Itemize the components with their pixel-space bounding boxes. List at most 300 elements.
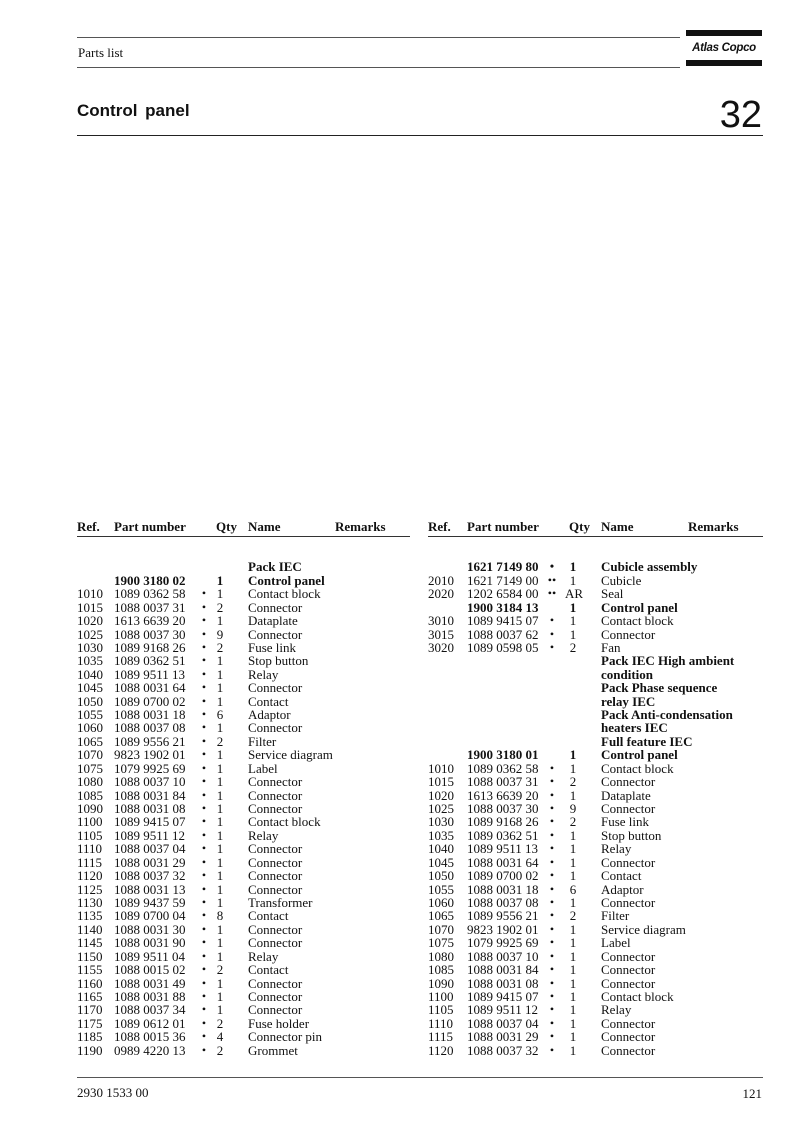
part-number-cell: 1613 6639 20 — [114, 613, 186, 629]
table-row — [428, 775, 763, 788]
column-header-remarks: Remarks — [688, 519, 739, 534]
part-number-cell: 1088 0031 29 — [114, 854, 186, 870]
name-cell: condition — [601, 666, 654, 682]
table-row — [428, 1044, 763, 1057]
name-cell: Adaptor — [601, 881, 644, 897]
level-marker: • — [549, 1042, 555, 1057]
part-number-cell: 1088 0037 30 — [114, 626, 186, 642]
table-row — [428, 641, 763, 654]
ref-cell: 1110 — [428, 1015, 454, 1031]
name-cell: Filter — [248, 733, 277, 749]
table-row — [428, 789, 763, 802]
level-marker: • — [549, 854, 555, 869]
header-section-label: Parts list — [78, 45, 124, 60]
part-number-cell: 1088 0031 88 — [114, 988, 186, 1004]
ref-cell: 1085 — [77, 787, 103, 803]
part-number-cell: 1088 0031 64 — [114, 680, 186, 696]
table-row — [428, 681, 763, 694]
ref-cell: 1060 — [428, 894, 454, 910]
table-row — [428, 977, 763, 990]
name-cell: Connector — [601, 1015, 656, 1031]
level-marker: • — [549, 868, 555, 883]
qty-cell: 2 — [216, 639, 224, 655]
qty-cell: 1 — [216, 1002, 224, 1018]
column-header-part-number: Part number — [467, 519, 539, 534]
page-title: Control panel — [77, 101, 190, 120]
table-row — [77, 668, 410, 681]
table-row — [77, 923, 410, 936]
ref-cell: 1105 — [77, 827, 103, 843]
table-row — [428, 628, 763, 641]
table-row — [77, 762, 410, 775]
part-number-cell: 1088 0031 90 — [114, 935, 186, 951]
part-number-cell: 1089 0700 02 — [114, 693, 186, 709]
name-cell: Connector — [248, 599, 303, 615]
table-row — [77, 560, 410, 573]
qty-cell: 2 — [569, 639, 577, 655]
level-marker: • — [549, 760, 555, 775]
table-row — [77, 1003, 410, 1016]
name-cell: Relay — [248, 666, 279, 682]
part-number-cell: 1089 9556 21 — [114, 733, 186, 749]
ref-cell: 1100 — [77, 814, 103, 830]
level-marker: • — [201, 747, 207, 762]
table-row — [77, 708, 410, 721]
qty-cell: 2 — [569, 774, 577, 790]
level-marker: • — [549, 935, 555, 950]
column-header-ref: Ref. — [428, 519, 451, 534]
table-row — [77, 829, 410, 842]
level-marker: • — [201, 868, 207, 883]
name-cell: Connector — [248, 854, 303, 870]
qty-cell: 1 — [569, 894, 577, 910]
part-number-cell: 1089 0362 51 — [114, 653, 186, 669]
qty-cell: 1 — [569, 854, 577, 870]
ref-cell: 1025 — [77, 626, 103, 642]
level-marker: • — [201, 814, 207, 829]
qty-cell: 1 — [216, 948, 224, 964]
qty-cell: 1 — [216, 894, 224, 910]
qty-cell: 1 — [569, 572, 577, 588]
level-marker: • — [201, 653, 207, 668]
qty-cell: 1 — [216, 666, 224, 682]
qty-cell: 2 — [216, 733, 224, 749]
name-cell: Grommet — [248, 1042, 298, 1058]
level-marker: • — [549, 908, 555, 923]
qty-cell: 1 — [216, 988, 224, 1004]
level-marker: • — [201, 666, 207, 681]
part-number-cell: 9823 1902 01 — [467, 921, 539, 937]
level-marker: • — [201, 801, 207, 816]
name-cell: Connector — [601, 894, 656, 910]
ref-cell: 1020 — [428, 787, 454, 803]
name-cell: Connector — [248, 774, 303, 790]
qty-cell: 1 — [216, 854, 224, 870]
logo-text: Atlas Copco — [692, 42, 756, 54]
part-number-cell: 1613 6639 20 — [467, 787, 539, 803]
ref-cell: 1185 — [77, 1029, 103, 1045]
table-row — [428, 896, 763, 909]
ref-cell: 2010 — [428, 572, 454, 588]
qty-cell: 2 — [216, 599, 224, 615]
part-number-cell: 0989 4220 13 — [114, 1042, 186, 1058]
level-marker: • — [201, 881, 207, 896]
table-row — [428, 1003, 763, 1016]
table-row — [77, 574, 410, 587]
name-cell: Connector — [601, 962, 656, 978]
ref-cell: 1010 — [77, 586, 103, 602]
part-number-cell: 1088 0037 08 — [114, 720, 186, 736]
level-marker: • — [549, 1002, 555, 1017]
name-cell: relay IEC — [601, 693, 656, 709]
level-marker: • — [549, 801, 555, 816]
qty-cell: 1 — [569, 626, 577, 642]
level-marker: • — [201, 774, 207, 789]
ref-cell: 1030 — [77, 639, 103, 655]
level-marker: • — [549, 639, 555, 654]
table-row — [428, 735, 763, 748]
level-marker: • — [201, 854, 207, 869]
section-number: 32 — [719, 94, 762, 136]
name-cell: Connector — [601, 626, 656, 642]
qty-cell: 1 — [569, 841, 577, 857]
table-row — [428, 547, 763, 560]
part-number-cell: 1089 9415 07 — [114, 814, 186, 830]
table-row — [77, 547, 410, 560]
qty-cell: 1 — [569, 613, 577, 629]
qty-cell: 1 — [216, 613, 224, 629]
ref-cell: 1015 — [77, 599, 103, 615]
part-number-cell: 1088 0015 36 — [114, 1029, 186, 1045]
ref-cell: 1015 — [428, 774, 454, 790]
qty-cell: 1 — [216, 801, 224, 817]
qty-cell: 1 — [569, 559, 577, 575]
name-cell: Dataplate — [248, 613, 298, 629]
qty-cell: 1 — [569, 747, 577, 763]
ref-cell: 1145 — [77, 935, 103, 951]
ref-cell: 1075 — [428, 935, 454, 951]
table-row — [77, 681, 410, 694]
ref-cell: 2020 — [428, 586, 454, 602]
ref-cell: 1165 — [77, 988, 103, 1004]
part-number-cell: 1089 9511 04 — [114, 948, 186, 964]
part-number-cell: 1088 0031 64 — [467, 854, 539, 870]
part-number-cell: 1089 0700 04 — [114, 908, 186, 924]
level-marker: • — [201, 599, 207, 614]
qty-cell: 1 — [569, 1042, 577, 1058]
name-cell: Transformer — [248, 894, 313, 910]
table-row — [428, 708, 763, 721]
qty-cell: 1 — [216, 975, 224, 991]
part-number-cell: 1088 0031 18 — [114, 707, 186, 723]
ref-cell: 1035 — [77, 653, 103, 669]
level-marker: • — [201, 760, 207, 775]
name-cell: Pack Anti-condensation — [601, 707, 733, 723]
name-cell: Adaptor — [248, 707, 291, 723]
table-row — [77, 883, 410, 896]
part-number-cell: 1079 9925 69 — [467, 935, 539, 951]
table-row — [77, 775, 410, 788]
name-cell: Pack Phase sequence — [601, 680, 718, 696]
part-number-cell: 1089 0362 51 — [467, 827, 539, 843]
table-row — [428, 668, 763, 681]
level-marker: • — [201, 962, 207, 977]
table-row — [77, 990, 410, 1003]
name-cell: Stop button — [248, 653, 309, 669]
header-rule-top — [77, 37, 680, 38]
name-cell: Connector — [601, 774, 656, 790]
qty-cell: 1 — [216, 693, 224, 709]
qty-cell: 2 — [216, 1015, 224, 1031]
part-number-cell: 1089 9168 26 — [467, 814, 539, 830]
part-number-cell: 1089 9511 13 — [114, 666, 186, 682]
qty-cell: 2 — [569, 814, 577, 830]
table-row — [428, 909, 763, 922]
level-marker: • — [201, 733, 207, 748]
level-marker: • — [549, 626, 555, 641]
name-cell: Connector — [248, 935, 303, 951]
level-marker: • — [201, 921, 207, 936]
ref-cell: 1050 — [77, 693, 103, 709]
qty-cell: 9 — [216, 626, 224, 642]
table-row — [428, 748, 763, 761]
part-number-cell: 1088 0031 84 — [467, 962, 539, 978]
parts-rows-right — [428, 547, 763, 1057]
table-row — [77, 856, 410, 869]
ref-cell: 1105 — [428, 1002, 454, 1018]
level-marker: • — [549, 814, 555, 829]
qty-cell: 1 — [569, 760, 577, 776]
column-header-part-number: Part number — [114, 519, 186, 534]
name-cell: Fuse link — [601, 814, 650, 830]
ref-cell: 1045 — [77, 680, 103, 696]
part-number-cell: 1900 3184 13 — [467, 599, 539, 615]
table-row — [428, 963, 763, 976]
table-row — [77, 869, 410, 882]
part-number-cell: 1088 0031 13 — [114, 881, 186, 897]
ref-cell: 1070 — [428, 921, 454, 937]
qty-cell: 1 — [216, 787, 224, 803]
table-row — [77, 614, 410, 627]
qty-cell: 1 — [569, 1015, 577, 1031]
level-marker: • — [549, 975, 555, 990]
qty-cell: 1 — [569, 827, 577, 843]
qty-cell: 1 — [569, 787, 577, 803]
name-cell: Connector — [248, 787, 303, 803]
name-cell: Connector — [601, 801, 656, 817]
qty-cell: 1 — [216, 868, 224, 884]
part-number-cell: 1088 0037 04 — [467, 1015, 539, 1031]
level-marker: • — [201, 586, 207, 601]
qty-cell: 1 — [216, 586, 224, 602]
name-cell: Control panel — [601, 747, 678, 763]
table-row — [77, 896, 410, 909]
qty-cell: 1 — [216, 841, 224, 857]
level-marker: • — [201, 707, 207, 722]
level-marker: • — [201, 988, 207, 1003]
part-number-cell: 1088 0031 84 — [114, 787, 186, 803]
part-number-cell: 1202 6584 00 — [467, 586, 539, 602]
ref-cell: 1060 — [77, 720, 103, 736]
level-marker: • — [201, 1029, 207, 1044]
level-marker: • — [549, 841, 555, 856]
name-cell: Connector — [248, 921, 303, 937]
part-number-cell: 1088 0037 10 — [114, 774, 186, 790]
qty-cell: 6 — [216, 707, 224, 723]
ref-cell: 1115 — [77, 854, 103, 870]
ref-cell: 1150 — [77, 948, 103, 964]
name-cell: Connector — [601, 1029, 656, 1045]
qty-cell: 1 — [569, 921, 577, 937]
ref-cell: 1090 — [77, 801, 103, 817]
table-row — [428, 1017, 763, 1030]
table-row — [77, 1017, 410, 1030]
level-marker: • — [549, 827, 555, 842]
level-marker: • — [201, 787, 207, 802]
part-number-cell: 1621 7149 00 — [467, 572, 539, 588]
level-marker: • — [549, 948, 555, 963]
name-cell: Label — [601, 935, 631, 951]
column-header-name: Name — [248, 519, 281, 534]
table-row — [428, 614, 763, 627]
ref-cell: 1040 — [77, 666, 103, 682]
qty-cell: 1 — [569, 599, 577, 615]
name-cell: Connector — [248, 680, 303, 696]
part-number-cell: 1089 9511 13 — [467, 841, 539, 857]
table-row — [77, 1030, 410, 1043]
name-cell: Connector — [248, 801, 303, 817]
table-row — [77, 641, 410, 654]
name-cell: Service diagram — [248, 747, 333, 763]
qty-cell: 8 — [216, 908, 224, 924]
part-number-cell: 1900 3180 02 — [114, 572, 186, 588]
part-number-cell: 1089 0598 05 — [467, 639, 539, 655]
table-row — [77, 963, 410, 976]
level-marker: • — [201, 1015, 207, 1030]
ref-cell: 1010 — [428, 760, 454, 776]
name-cell: Connector — [601, 948, 656, 964]
qty-cell: 1 — [569, 1002, 577, 1018]
ref-cell: 1115 — [428, 1029, 454, 1045]
table-row — [77, 748, 410, 761]
qty-cell: 1 — [216, 747, 224, 763]
ref-cell: 1045 — [428, 854, 454, 870]
ref-cell: 1040 — [428, 841, 454, 857]
name-cell: Connector — [248, 868, 303, 884]
column-header-qty: Qty — [216, 519, 237, 534]
name-cell: heaters IEC — [601, 720, 668, 736]
part-number-cell: 1089 9415 07 — [467, 988, 539, 1004]
table-row — [428, 560, 763, 573]
qty-cell: 1 — [216, 814, 224, 830]
qty-cell: 6 — [569, 881, 577, 897]
table-row — [428, 574, 763, 587]
level-marker: • — [549, 774, 555, 789]
qty-cell: 1 — [569, 988, 577, 1004]
level-marker: • — [549, 962, 555, 977]
name-cell: Connector — [248, 841, 303, 857]
ref-cell: 1125 — [77, 881, 103, 897]
table-row — [428, 587, 763, 600]
table-row — [77, 695, 410, 708]
qty-cell: 2 — [216, 1042, 224, 1058]
level-marker: • — [201, 935, 207, 950]
column-header-name: Name — [601, 519, 634, 534]
name-cell: Relay — [248, 948, 279, 964]
ref-cell: 1075 — [77, 760, 103, 776]
qty-cell: 1 — [216, 653, 224, 669]
name-cell: Contact — [248, 693, 289, 709]
level-marker: • — [201, 948, 207, 963]
ref-cell: 1190 — [77, 1042, 103, 1058]
name-cell: Contact block — [248, 814, 321, 830]
table-row — [428, 654, 763, 667]
part-number-cell: 1088 0037 32 — [114, 868, 186, 884]
qty-cell: 4 — [216, 1029, 224, 1045]
table-row — [77, 815, 410, 828]
table-row — [77, 789, 410, 802]
part-number-cell: 1088 0015 02 — [114, 962, 186, 978]
part-number-cell: 1089 0362 58 — [467, 760, 539, 776]
name-cell: Fuse link — [248, 639, 297, 655]
name-cell: Control panel — [601, 599, 678, 615]
name-cell: Connector — [248, 881, 303, 897]
column-header-ref: Ref. — [77, 519, 100, 534]
table-row — [77, 587, 410, 600]
level-marker: • — [201, 827, 207, 842]
name-cell: Contact — [248, 908, 289, 924]
parts-rows-left — [77, 547, 410, 1057]
level-marker: •• — [547, 572, 557, 587]
column-header-rule — [428, 536, 763, 537]
ref-cell: 1135 — [77, 908, 103, 924]
table-row — [428, 695, 763, 708]
level-marker: • — [549, 881, 555, 896]
name-cell: Stop button — [601, 827, 662, 843]
qty-cell: 2 — [216, 962, 224, 978]
page-number: 121 — [742, 1086, 762, 1101]
ref-cell: 1120 — [77, 868, 103, 884]
table-row — [77, 721, 410, 734]
part-number-cell: 1088 0031 49 — [114, 975, 186, 991]
qty-cell: 1 — [569, 975, 577, 991]
ref-cell: 1090 — [428, 975, 454, 991]
name-cell: Connector pin — [248, 1029, 323, 1045]
qty-cell: 1 — [569, 948, 577, 964]
table-row — [77, 950, 410, 963]
name-cell: Contact block — [601, 613, 674, 629]
part-number-cell: 1079 9925 69 — [114, 760, 186, 776]
name-cell: Connector — [601, 975, 656, 991]
level-marker: •• — [547, 586, 557, 601]
level-marker: • — [549, 894, 555, 909]
part-number-cell: 1088 0037 62 — [467, 626, 539, 642]
part-number-cell: 1089 9511 12 — [467, 1002, 539, 1018]
qty-cell: 9 — [569, 801, 577, 817]
qty-cell: 1 — [216, 774, 224, 790]
ref-cell: 1025 — [428, 801, 454, 817]
part-number-cell: 1089 9168 26 — [114, 639, 186, 655]
ref-cell: 1170 — [77, 1002, 103, 1018]
name-cell: Contact — [601, 868, 642, 884]
ref-cell: 1035 — [428, 827, 454, 843]
ref-cell: 1050 — [428, 868, 454, 884]
part-number-cell: 1088 0037 08 — [467, 894, 539, 910]
level-marker: • — [201, 908, 207, 923]
ref-cell: 1055 — [77, 707, 103, 723]
table-row — [77, 735, 410, 748]
ref-cell: 1030 — [428, 814, 454, 830]
